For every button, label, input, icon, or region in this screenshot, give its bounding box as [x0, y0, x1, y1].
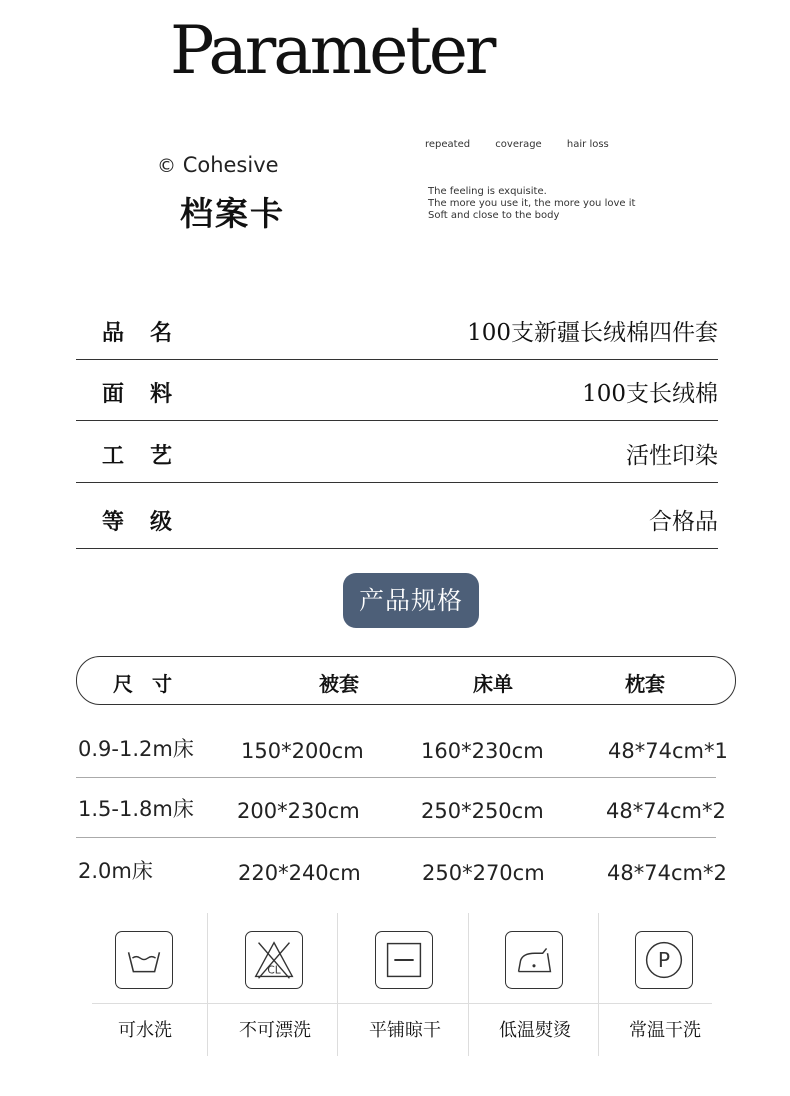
tag: hair loss	[566, 139, 609, 150]
care-item-dry-clean	[600, 913, 730, 1056]
header-pillowcase: 枕套	[625, 672, 665, 696]
dry-flat-icon	[375, 931, 433, 989]
param-row-fabric	[76, 358, 718, 421]
header-sheet: 床单	[473, 672, 513, 696]
param-key: 工艺	[102, 444, 199, 469]
care-label: 不可漂洗	[239, 1020, 311, 1041]
tagline-line: Soft and close to the body	[428, 210, 560, 221]
iron-low-icon	[505, 931, 563, 989]
param-row-name	[76, 297, 718, 360]
header-duvet: 被套	[319, 672, 359, 696]
tag-list	[425, 139, 631, 150]
care-item-no-bleach	[210, 913, 340, 1056]
param-row-grade	[76, 486, 718, 549]
tagline-line: The feeling is exquisite.	[428, 186, 547, 197]
care-label: 低温熨烫	[499, 1020, 571, 1041]
tag: repeated	[425, 139, 471, 150]
brand	[157, 153, 279, 177]
cell-pillowcase: 48*74cm*2	[606, 799, 726, 823]
param-row-process	[76, 420, 718, 483]
care-item-hand-wash	[80, 913, 210, 1056]
cell-size: 1.5-1.8m床	[78, 797, 194, 821]
cell-duvet: 220*240cm	[238, 861, 361, 885]
cell-pillowcase: 48*74cm*1	[608, 739, 728, 763]
hand-wash-icon	[115, 931, 173, 989]
param-value: 100支长绒棉	[582, 381, 718, 407]
param-key: 面料	[102, 382, 199, 407]
header-size: 尺 寸	[113, 672, 178, 696]
spec-section-button[interactable]: 产品规格	[343, 573, 479, 628]
care-label: 常温干洗	[629, 1020, 701, 1041]
care-label: 可水洗	[118, 1020, 172, 1041]
param-key: 等级	[102, 510, 199, 535]
cell-size: 2.0m床	[78, 859, 153, 883]
cell-sheet: 160*230cm	[421, 739, 544, 763]
param-key: 品名	[102, 321, 199, 346]
cell-size: 0.9-1.2m床	[78, 737, 194, 761]
card-title: 档案卡	[180, 194, 285, 233]
page-title: Parameter	[170, 12, 494, 89]
table-row	[76, 839, 727, 899]
brand-name: Cohesive	[182, 153, 279, 177]
cell-duvet: 150*200cm	[241, 739, 364, 763]
care-item-iron-low	[470, 913, 600, 1056]
care-label: 平铺晾干	[369, 1020, 441, 1041]
tag: coverage	[495, 139, 542, 150]
cell-pillowcase: 48*74cm*2	[607, 861, 727, 885]
cell-sheet: 250*270cm	[422, 861, 545, 885]
care-item-dry-flat	[340, 913, 470, 1056]
param-value: 100支新疆长绒棉四件套	[467, 320, 718, 346]
tagline-line: The more you use it, the more you love it	[428, 198, 636, 209]
cell-duvet: 200*230cm	[237, 799, 360, 823]
table-row	[76, 777, 726, 838]
param-value: 合格品	[649, 509, 718, 535]
cell-sheet: 250*250cm	[421, 799, 544, 823]
param-value: 活性印染	[626, 443, 718, 469]
dry-clean-icon	[635, 931, 693, 989]
no-bleach-icon	[245, 931, 303, 989]
tagline	[428, 186, 635, 222]
dry-clean-icon-text: P	[657, 947, 671, 972]
no-bleach-icon-text: CL	[267, 963, 281, 977]
copyright-icon: ©	[157, 155, 176, 177]
table-row	[76, 717, 728, 778]
spec-table-header	[76, 656, 736, 705]
